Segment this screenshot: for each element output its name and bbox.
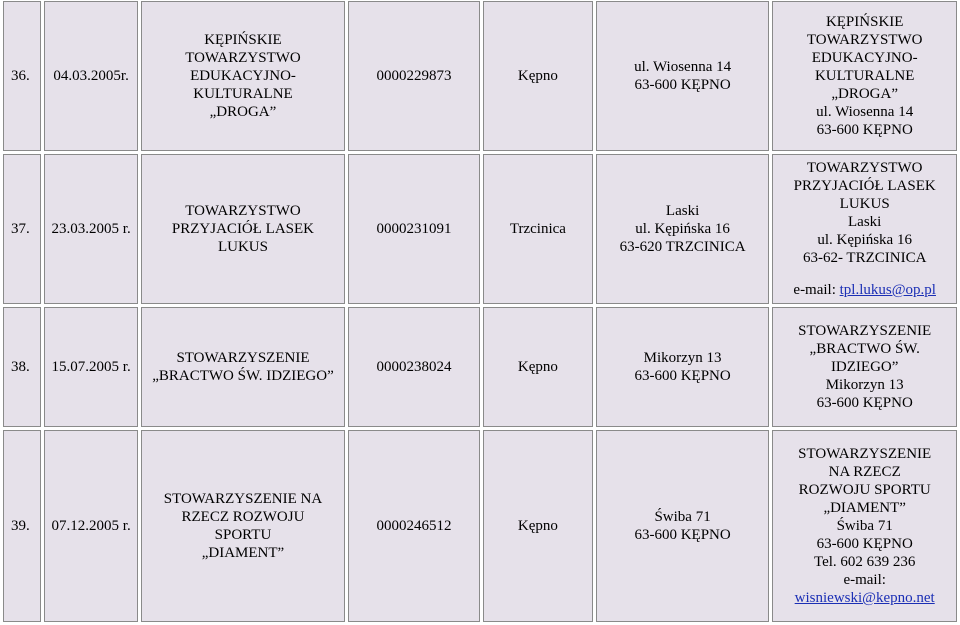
- name-line: „DIAMENT”: [201, 545, 285, 561]
- address: [596, 430, 770, 622]
- city: Kępno: [483, 430, 593, 622]
- contact-line: 63-600 KĘPNO: [816, 395, 913, 411]
- contact-details: [772, 1, 957, 151]
- email-label: e-mail:: [793, 282, 840, 298]
- name-line: LUKUS: [217, 239, 268, 255]
- contact-details: [772, 430, 957, 622]
- contact-line: 63-600 KĘPNO: [816, 122, 913, 138]
- organization-name: [141, 430, 345, 622]
- contact-line: LUKUS: [839, 196, 890, 212]
- table-row: [3, 307, 957, 427]
- table-row: [3, 430, 957, 622]
- contact-line: ul. Kępińska 16: [817, 232, 912, 248]
- address-line: ul. Wiosenna 14: [634, 59, 732, 75]
- table-row: [3, 1, 957, 151]
- name-line: KULTURALNE: [193, 86, 293, 102]
- contact-line: 63-62- TRZCINICA: [802, 250, 927, 266]
- contact-line: „DROGA”: [831, 86, 899, 102]
- city: Kępno: [483, 1, 593, 151]
- email-link[interactable]: wisniewski@kepno.net: [794, 590, 935, 606]
- address: [596, 1, 770, 151]
- contact-details: [772, 307, 957, 427]
- address-line: Świba 71: [654, 509, 711, 525]
- name-line: SPORTU: [214, 527, 272, 543]
- contact-line: Laski: [848, 214, 882, 230]
- contact-line: TOWARZYSTWO: [806, 160, 923, 176]
- address-line: 63-600 KĘPNO: [634, 77, 731, 93]
- address-line: Mikorzyn 13: [643, 350, 722, 366]
- table-row: [3, 154, 957, 304]
- contact-line: IDZIEGO”: [830, 359, 899, 375]
- address-line: ul. Kępińska 16: [635, 221, 730, 237]
- krs-number: 0000238024: [348, 307, 480, 427]
- name-line: STOWARZYSZENIE NA: [163, 491, 323, 507]
- name-line: KĘPIŃSKIE: [204, 32, 282, 48]
- name-line: PRZYJACIÓŁ LASEK: [171, 221, 315, 237]
- entry-number: 37.: [3, 154, 41, 304]
- organization-name: [141, 307, 345, 427]
- contact-line: ul. Wiosenna 14: [816, 104, 914, 120]
- krs-number: 0000246512: [348, 430, 480, 622]
- entry-number: 38.: [3, 307, 41, 427]
- name-line: „DROGA”: [209, 104, 277, 120]
- contact-line: KĘPIŃSKIE: [825, 14, 904, 30]
- contact-line: „BRACTWO ŚW.: [809, 341, 920, 357]
- contact-line: NA RZECZ: [828, 464, 901, 480]
- name-line: TOWARZYSTWO: [185, 50, 301, 66]
- registration-date: 07.12.2005 r.: [44, 430, 137, 622]
- contact-line: STOWARZYSZENIE: [798, 323, 932, 339]
- name-line: EDUKACYJNO-: [190, 68, 296, 84]
- krs-number: 0000229873: [348, 1, 480, 151]
- contact-line: Tel. 602 639 236: [813, 554, 916, 570]
- contact-line: STOWARZYSZENIE: [798, 446, 932, 462]
- name-line: TOWARZYSTWO: [185, 203, 301, 219]
- registration-date: 15.07.2005 r.: [44, 307, 137, 427]
- contact-line: Świba 71: [836, 518, 893, 534]
- name-line: RZECZ ROZWOJU: [181, 509, 305, 525]
- contact-line: PRZYJACIÓŁ LASEK: [793, 178, 936, 194]
- address-line: 63-620 TRZCINICA: [619, 239, 746, 255]
- address: [596, 154, 770, 304]
- entry-number: 39.: [3, 430, 41, 622]
- city: Kępno: [483, 307, 593, 427]
- name-line: „BRACTWO ŚW. IDZIEGO”: [152, 368, 334, 384]
- contact-line: ROZWOJU SPORTU: [798, 482, 931, 498]
- address-line: 63-600 KĘPNO: [634, 368, 731, 384]
- contact-line: e-mail:: [843, 572, 886, 588]
- spacer: [775, 267, 954, 281]
- organization-name: [141, 154, 345, 304]
- organization-name: [141, 1, 345, 151]
- email-line: [775, 281, 954, 299]
- address-line: 63-600 KĘPNO: [634, 527, 731, 543]
- contact-details: [772, 154, 957, 304]
- entry-number: 36.: [3, 1, 41, 151]
- address: [596, 307, 770, 427]
- contact-line: TOWARZYSTWO: [806, 32, 923, 48]
- email-link[interactable]: tpl.lukus@op.pl: [839, 282, 936, 298]
- contact-line: Mikorzyn 13: [825, 377, 904, 393]
- contact-line: „DIAMENT”: [823, 500, 906, 516]
- registration-date: 04.03.2005r.: [44, 1, 137, 151]
- contact-line: EDUKACYJNO-: [811, 50, 918, 66]
- name-line: STOWARZYSZENIE: [176, 350, 310, 366]
- address-line: Laski: [665, 203, 700, 219]
- krs-number: 0000231091: [348, 154, 480, 304]
- city: Trzcinica: [483, 154, 593, 304]
- contact-line: KULTURALNE: [814, 68, 915, 84]
- contact-line: 63-600 KĘPNO: [816, 536, 913, 552]
- registration-date: 23.03.2005 r.: [44, 154, 137, 304]
